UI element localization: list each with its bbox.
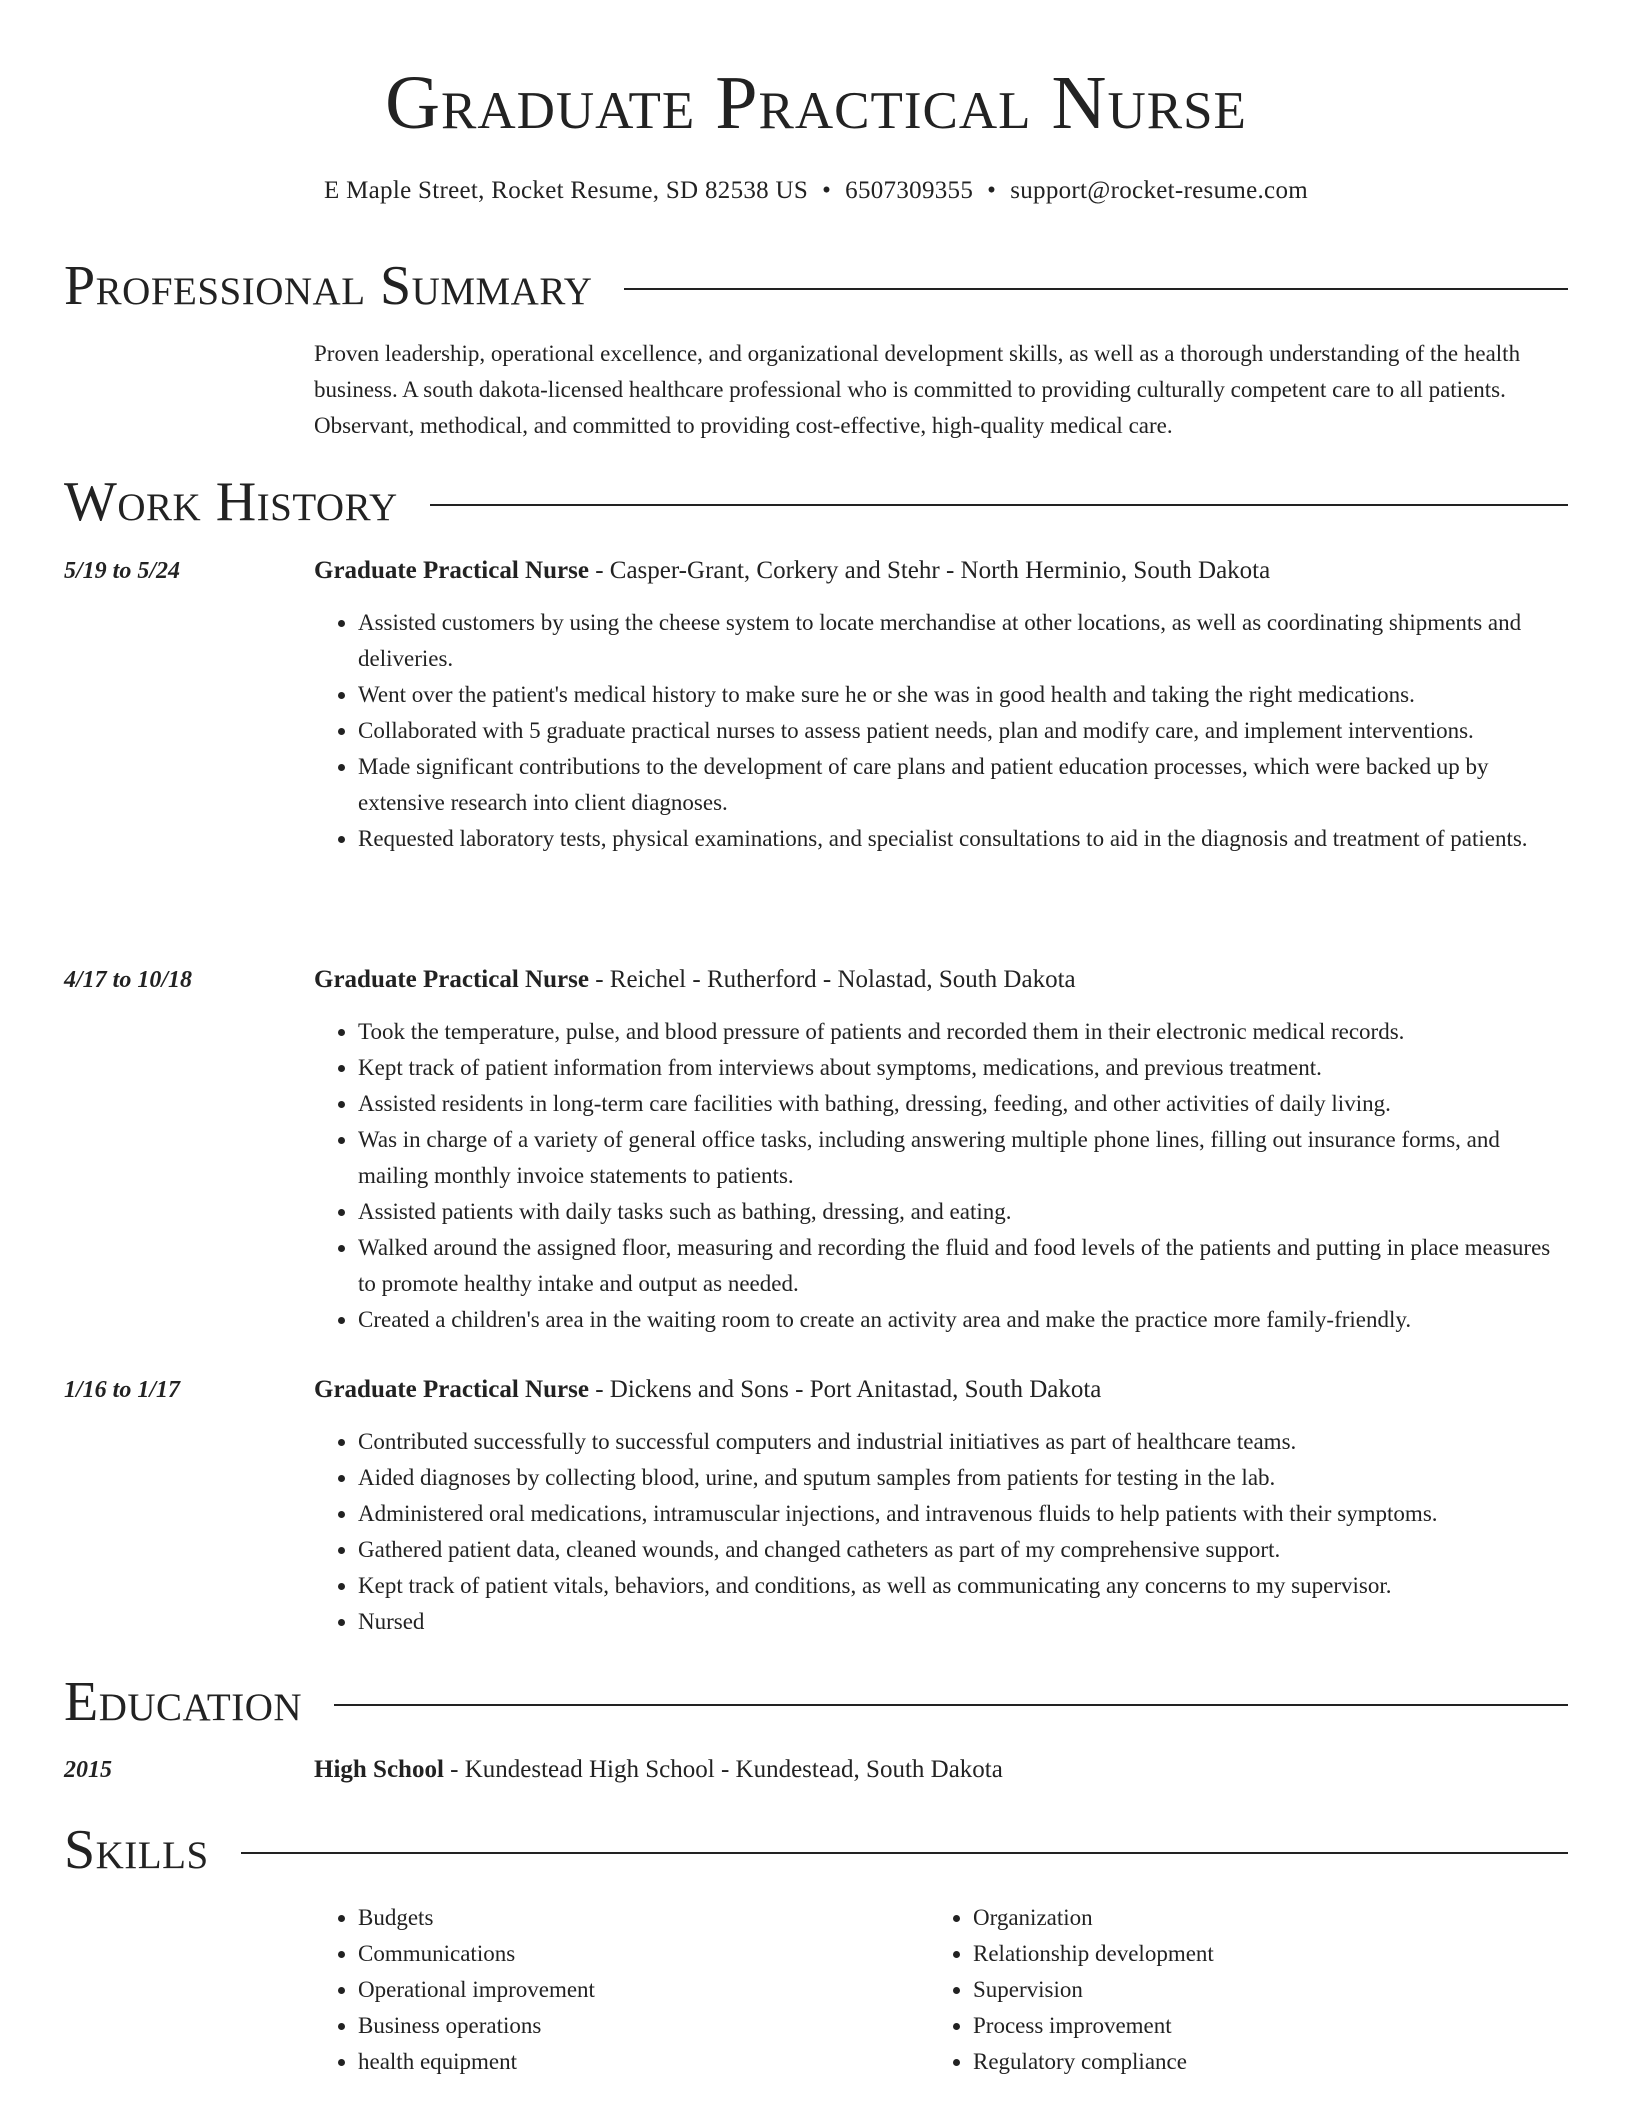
job-details: - Casper-Grant, Corkery and Stehr - North Herminio, South Dakota xyxy=(588,557,1271,584)
skill-item: • health equipment xyxy=(358,2044,929,2080)
summary-heading: Professional Summary xyxy=(64,255,593,317)
education-title-line xyxy=(314,1752,1568,1788)
skill-item: • Supervision xyxy=(973,1972,1544,2008)
section-divider xyxy=(430,504,1568,506)
work-heading: Work History xyxy=(64,471,398,533)
contact-separator: • xyxy=(987,177,997,204)
job-bullet: • Nursed xyxy=(358,1604,1564,1640)
skill-item: • Budgets xyxy=(358,1900,929,1936)
skill-item: • Organization xyxy=(973,1900,1544,1936)
education-degree: High School xyxy=(314,1756,444,1783)
job-bullet: • Created a children's area in the waiting room to create an activity area and make the practice more family-friendly. xyxy=(358,1302,1564,1338)
job-dates: 5/19 to 5/24 xyxy=(64,558,181,584)
contact-email: support@rocket-resume.com xyxy=(1010,177,1308,204)
job-bullet: • Kept track of patient vitals, behaviors, and conditions, as well as communicating any concerns to my supervisor. xyxy=(358,1568,1564,1604)
job-bullet: • Gathered patient data, cleaned wounds, and changed catheters as part of my comprehensive support. xyxy=(358,1532,1564,1568)
job-bullet: • Assisted customers by using the cheese system to locate merchandise at other locations, as well as coordinating shipments and deliveries. xyxy=(358,605,1564,677)
job-bullet: • Made significant contributions to the development of care plans and patient education processes, which were backed up by extensive research into client diagnoses. xyxy=(358,749,1564,821)
skill-item: • Process improvement xyxy=(973,2008,1544,2044)
contact-separator: • xyxy=(822,177,832,204)
job-title: Graduate Practical Nurse xyxy=(314,557,589,584)
job-title-line xyxy=(314,553,1568,589)
section-divider xyxy=(334,1704,1568,1706)
skills-column-left xyxy=(314,1900,929,2080)
job-bullet: • Assisted patients with daily tasks such as bathing, dressing, and eating. xyxy=(358,1194,1564,1230)
skill-item: • Relationship development xyxy=(973,1936,1544,1972)
education-details: - Kundestead High School - Kundestead, South Dakota xyxy=(443,1756,1003,1783)
contact-address: E Maple Street, Rocket Resume, SD 82538 US xyxy=(324,177,809,204)
contact-line xyxy=(64,174,1568,208)
job-bullet: • Walked around the assigned floor, measuring and recording the fluid and food levels of the patients and putting in place measures to promote healthy intake and output as needed. xyxy=(358,1230,1564,1302)
job-details: - Reichel - Rutherford - Nolastad, South Dakota xyxy=(588,966,1076,993)
job-title-line xyxy=(314,1372,1568,1408)
skill-item: • Operational improvement xyxy=(358,1972,929,2008)
education-year: 2015 xyxy=(64,1757,112,1783)
job-bullet: • Went over the patient's medical history to make sure he or she was in good health and taking the right medications. xyxy=(358,677,1564,713)
job-bullets xyxy=(314,1424,1564,1640)
contact-phone: 6507309355 xyxy=(845,177,974,204)
skills-list xyxy=(314,1900,1568,2080)
education-heading: Education xyxy=(64,1671,303,1733)
summary-section-header xyxy=(64,254,1568,318)
job-bullet: • Contributed successfully to successful computers and industrial initiatives as part of healthcare teams. xyxy=(358,1424,1564,1460)
job-bullet: • Administered oral medications, intramuscular injections, and intravenous fluids to help patients with their symptoms. xyxy=(358,1496,1564,1532)
job-bullet: • Was in charge of a variety of general office tasks, including answering multiple phone lines, filling out insurance forms, and mailing monthly invoice statements to patients. xyxy=(358,1122,1564,1194)
skill-item: • Communications xyxy=(358,1936,929,1972)
job-bullet: • Assisted residents in long-term care facilities with bathing, dressing, feeding, and other activities of daily living. xyxy=(358,1086,1564,1122)
skill-item: • Business operations xyxy=(358,2008,929,2044)
job-title-line xyxy=(314,962,1568,998)
summary-text: Proven leadership, operational excellence, and organizational development skills, as well as a thorough understanding of the health business. A south dakota-licensed healthcare professional who is committed to providing culturally competent care to all patients. Observant, methodical, and committed to providing cost-effective, high-quality medical care. xyxy=(314,341,1521,438)
job-bullets xyxy=(314,1014,1564,1338)
job-dates: 1/16 to 1/17 xyxy=(64,1377,181,1403)
education-section-header xyxy=(64,1670,1568,1734)
job-bullet: • Aided diagnoses by collecting blood, urine, and sputum samples from patients for testing in the lab. xyxy=(358,1460,1564,1496)
job-title: Graduate Practical Nurse xyxy=(314,966,589,993)
skills-section-header xyxy=(64,1818,1568,1882)
resume-name: Graduate Practical Nurse xyxy=(385,61,1247,145)
job-dates: 4/17 to 10/18 xyxy=(64,967,193,993)
job-title: Graduate Practical Nurse xyxy=(314,1376,589,1403)
skill-item: • Regulatory compliance xyxy=(973,2044,1544,2080)
job-bullet: • Requested laboratory tests, physical examinations, and specialist consultations to aid in the diagnosis and treatment of patients. xyxy=(358,821,1564,857)
section-divider xyxy=(624,288,1568,290)
section-divider xyxy=(241,1852,1568,1854)
job-bullets xyxy=(314,605,1564,857)
job-bullet: • Took the temperature, pulse, and blood pressure of patients and recorded them in their electronic medical records. xyxy=(358,1014,1564,1050)
skills-heading: Skills xyxy=(64,1819,209,1881)
job-details: - Dickens and Sons - Port Anitastad, South Dakota xyxy=(588,1376,1102,1403)
job-bullet: • Collaborated with 5 graduate practical nurses to assess patient needs, plan and modify care, and implement interventions. xyxy=(358,713,1564,749)
work-section-header xyxy=(64,470,1568,534)
skills-column-right xyxy=(929,1900,1544,2080)
job-bullet: • Kept track of patient information from interviews about symptoms, medications, and previous treatment. xyxy=(358,1050,1564,1086)
